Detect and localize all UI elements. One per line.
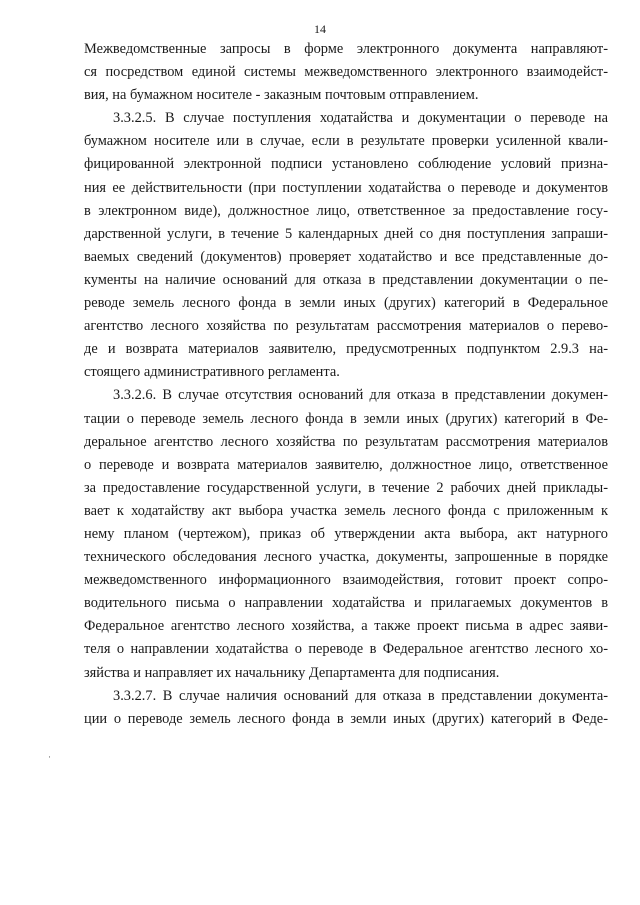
- text-line: деральное агентство лесного хозяйства по результатам рассмотрения материалов: [84, 433, 608, 450]
- text-line: дарственной услуги, в течение 5 календарных дней со дня поступления запраши-: [84, 225, 608, 242]
- text-line: за предоставление государственной услуги, в течение 2 рабочих дней приклады-: [84, 479, 608, 496]
- text-line: вия, на бумажном носителе - заказным почтовым отправлением.: [84, 87, 479, 104]
- document-body: [84, 38, 608, 731]
- text-line: ции о переводе земель лесного фонда в земли иных (других) категорий в Феде-: [84, 710, 608, 727]
- text-line: ваемых сведений (документов) проверяет ходатайство и все представленные до-: [84, 248, 608, 265]
- text-line: 3.3.2.6. В случае отсутствия оснований для отказа в представлении докумен-: [113, 387, 608, 404]
- text-line: вает к ходатайству акт выбора участка земель лесного фонда с приложенным к: [84, 502, 608, 519]
- paragraph-3-3-2-6: [84, 384, 608, 684]
- text-line: агентство лесного хозяйства по результатам рассмотрения материалов о перево-: [84, 318, 608, 335]
- text-line: теля о направлении ходатайства о переводе в Федеральное агентство лесного хо-: [84, 641, 608, 658]
- text-line: водительного письма о направлении ходатайства и прилагаемых документов в: [84, 595, 608, 612]
- paragraph-3-3-2-5: [84, 107, 608, 384]
- text-line: межведомственного информационного взаимодействия, готовит проект сопро-: [84, 572, 608, 589]
- text-line: 3.3.2.5. В случае поступления ходатайства и документации о переводе на: [113, 110, 608, 127]
- paragraph-interagency-requests: [84, 38, 608, 107]
- text-line: в электронном виде), должностное лицо, ответственное за предоставление госу-: [84, 202, 608, 219]
- text-line: фицированной электронной подписи установлено соблюдение условий призна-: [84, 156, 608, 173]
- text-line: стоящего административного регламента.: [84, 364, 340, 381]
- text-line: зяйства и направляет их начальнику Департамента для подписания.: [84, 664, 500, 681]
- text-line: ся посредством единой системы межведомственного электронного взаимодейст-: [84, 64, 608, 81]
- text-line: тации о переводе земель лесного фонда в земли иных (других) категорий в Фе-: [84, 410, 608, 427]
- text-line: кументы на наличие оснований для отказа в представлении документации о пе-: [84, 271, 608, 288]
- paragraph-3-3-2-7: [84, 685, 608, 731]
- page-number: 14: [314, 22, 326, 36]
- text-line: технического обследования лесного участка, документы, запрошенные в порядке: [84, 549, 608, 566]
- text-line: нему планом (чертежом), приказ об утверждении акта выбора, акт натурного: [84, 525, 608, 542]
- text-line: о переводе и возврата материалов заявителю, должностное лицо, ответственное: [84, 456, 608, 473]
- text-line: Федеральное агентство лесного хозяйства, а также проект письма в адрес заяви-: [84, 618, 608, 635]
- text-line: ния ее действительности (при поступлении ходатайства о переводе и документов: [84, 179, 608, 196]
- margin-mark: ·: [48, 752, 51, 762]
- text-line: де и возврата материалов заявителю, предусмотренных подпунктом 2.9.3 на-: [84, 341, 608, 358]
- text-line: 3.3.2.7. В случае наличия оснований для отказа в представлении документа-: [113, 687, 608, 704]
- text-line: реводе земель лесного фонда в земли иных (других) категорий в Федеральное: [84, 295, 608, 312]
- text-line: бумажном носителе или в случае, если в результате проверки усиленной квали-: [84, 133, 608, 150]
- text-line: Межведомственные запросы в форме электронного документа направляют-: [84, 41, 608, 57]
